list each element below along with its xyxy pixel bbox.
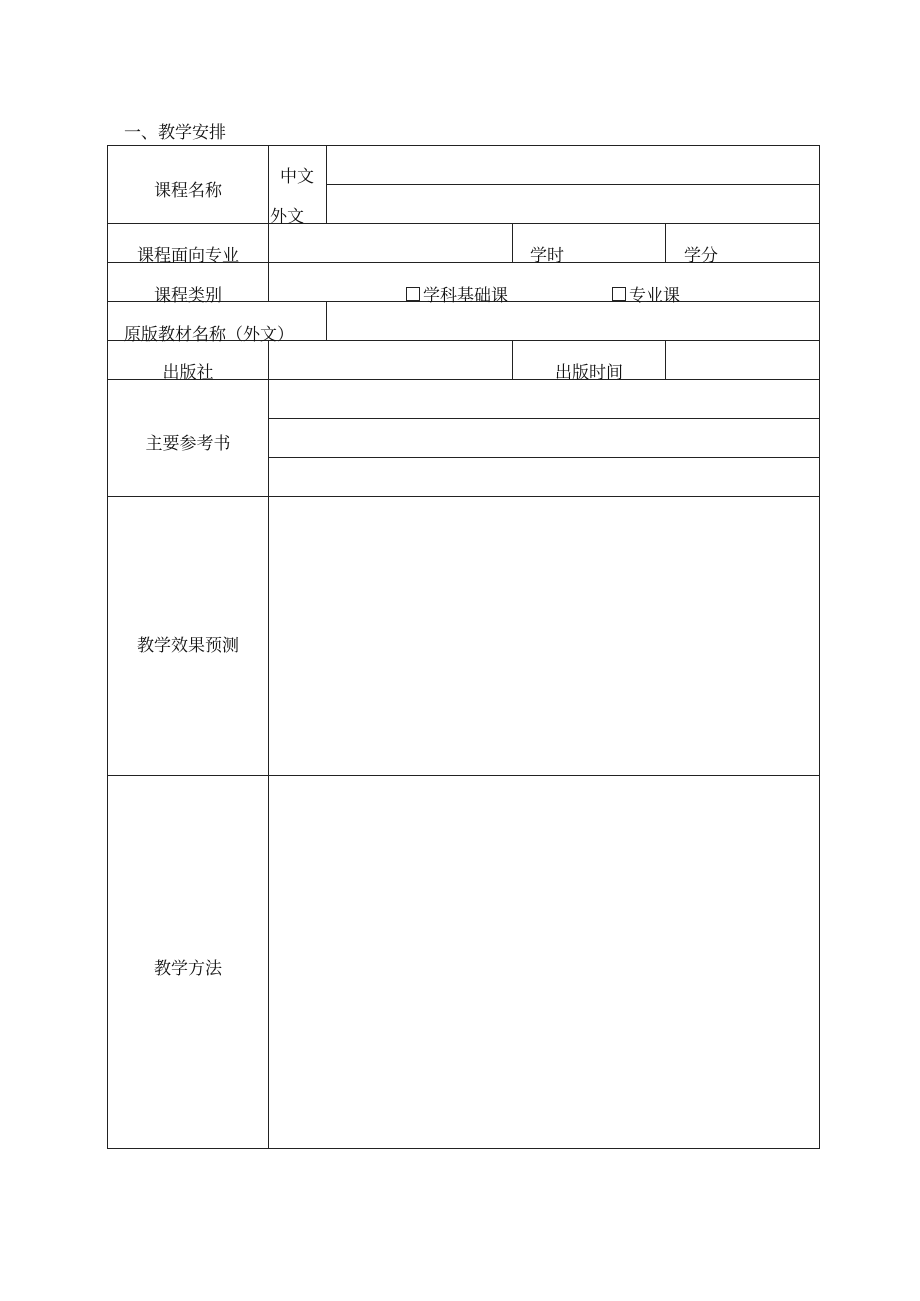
reference-input-2[interactable] [269,419,819,457]
checkbox-icon[interactable] [612,287,626,301]
credits-label: 学分 [684,246,718,266]
course-name-foreign-input[interactable] [327,185,819,223]
major-label: 课程面向专业 [137,246,239,266]
course-name-chinese-label: 中文 [280,167,314,187]
table-border-right [819,145,820,1149]
effect-label: 教学效果预测 [137,636,239,656]
pub-time-label: 出版时间 [555,363,623,383]
course-name-foreign-label: 外文 [270,207,304,227]
reference-input-3[interactable] [269,458,819,496]
publisher-input[interactable] [269,341,512,379]
hours-label: 学时 [530,246,564,266]
method-label: 教学方法 [154,959,222,979]
checkbox-icon[interactable] [406,287,420,301]
effect-textarea[interactable] [269,497,819,775]
hours-input[interactable] [566,224,665,262]
section-title: 一、教学安排 [124,123,226,143]
textbook-input[interactable] [327,302,819,340]
col-line [512,223,513,263]
textbook-label: 原版教材名称（外文） [124,325,294,345]
method-textarea[interactable] [269,776,819,1148]
pub-time-input[interactable] [666,341,819,379]
references-label: 主要参考书 [145,434,231,454]
table-border-bottom [107,1148,820,1149]
option-basic-label: 学科基础课 [423,286,508,306]
publisher-label: 出版社 [162,363,214,383]
major-input[interactable] [269,224,512,262]
course-name-chinese-input[interactable] [327,146,819,184]
course-type-label: 课程类别 [154,286,222,306]
col-line [665,223,666,263]
course-name-label: 课程名称 [154,181,222,201]
credits-input[interactable] [720,224,819,262]
option-major-label: 专业课 [629,286,680,306]
reference-input-1[interactable] [269,380,819,418]
